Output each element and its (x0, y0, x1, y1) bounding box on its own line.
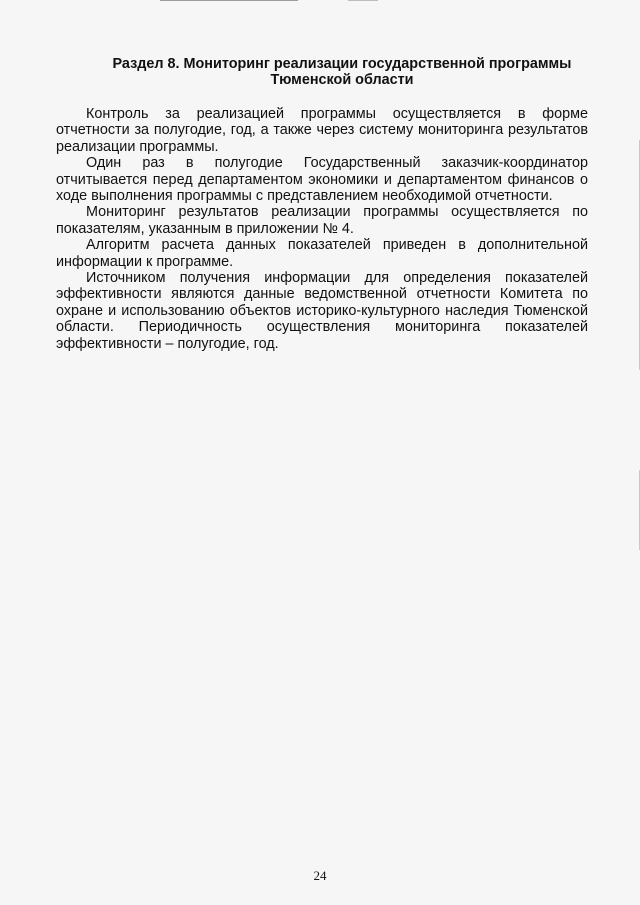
section-heading (56, 56, 628, 88)
paragraph-coordinator: Один раз в полугодие Государственный заказчик-координатор отчитывается перед департаментом экономики и департаментом финансов о ходе выполнения программы с представлением необходимой отчетности. (56, 155, 588, 205)
body-text (56, 106, 588, 352)
paragraph-reporting: Контроль за реализацией программы осуществляется в форме отчетности за полугодие, год, а также через систему мониторинга результатов реализации программы. (56, 106, 588, 155)
paragraph-algorithm: Алгоритм расчета данных показателей приведен в дополнительной информации к программе. (56, 237, 588, 270)
section-heading-line-2: Тюменской области (270, 72, 414, 88)
scan-artifact-line (160, 0, 298, 1)
section-heading-line-1: Раздел 8. Мониторинг реализации государственной программы (112, 56, 572, 72)
paragraph-sources: Источником получения информации для определения показателей эффективности являются данные ведомственной отчетности Комитета по охране и использованию объектов историко-культурного наследия Тюменской области. Периодичность осуществления мониторинга показателей эффективности – полугодие, год. (56, 270, 588, 352)
page-number: 24 (313, 868, 327, 883)
scan-artifact-line (348, 0, 378, 1)
paragraph-monitoring: Мониторинг результатов реализации программы осуществляется по показателям, указанным в приложении № 4. (56, 204, 588, 237)
